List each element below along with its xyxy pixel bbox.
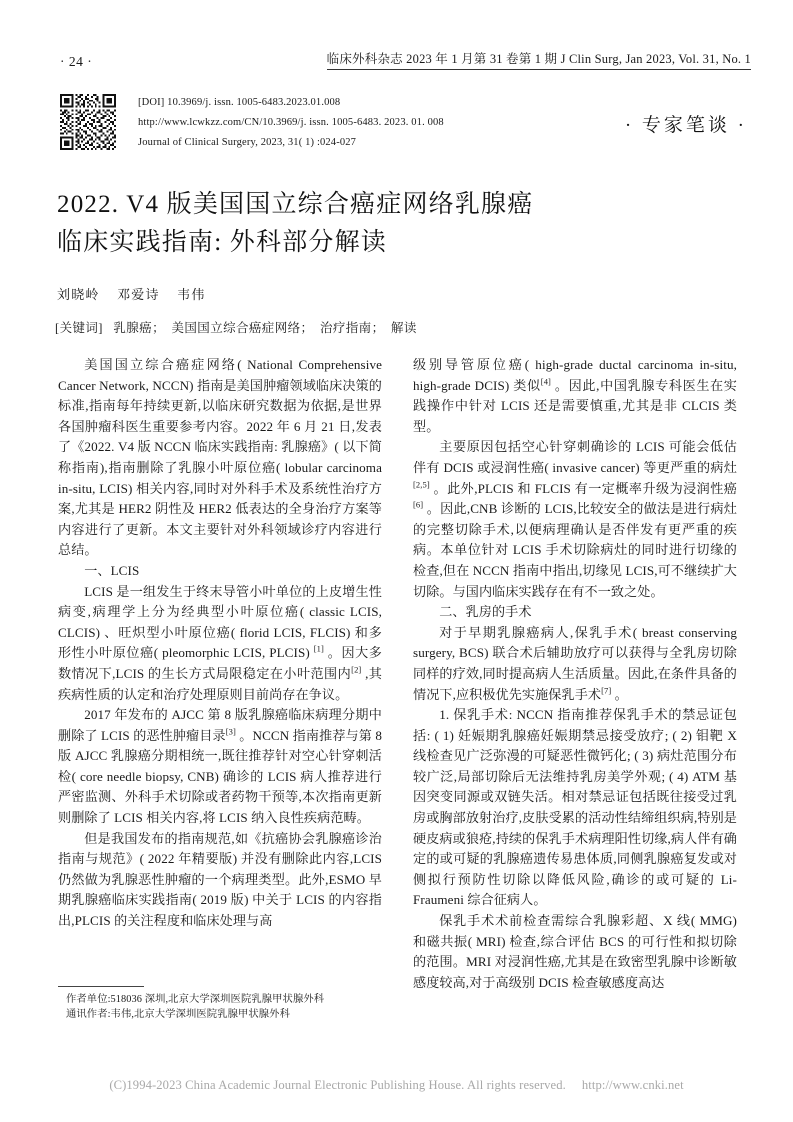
paragraph-text: 1. 保乳手术: NCCN 指南推荐保乳手术的禁忌证包括: ( 1) 妊娠期乳腺癌妊娠期禁忌接受放疗; ( 2) 钼靶 X 线检查见广泛弥漫的可疑恶性微钙化; ( 3) 病灶范围分布较广泛,局部切除后无法维持乳房美学外观; ( 4) ATM 基因突变同源或双链失活。相对禁忌证包括既往接受过乳房或胸部放射治疗,皮肤受累的活动性结缔组织病,特别是硬皮病或狼疮,持续的保乳手术病理阳性切缘,病人伴有确定的或可疑的乳腺癌遗传易患体质,同侧乳腺癌复发或对侧拟行预防性切除以降低风险,确诊的或可疑的 Li-Fraumeni 综合征病人。 xyxy=(413,707,737,908)
masthead-block xyxy=(60,94,751,156)
paragraph xyxy=(58,829,382,932)
paragraph-text: 。 xyxy=(611,686,628,702)
paragraph-text: 但是我国发布的指南规范,如《抗癌协会乳腺癌诊治指南与规范》( 2022 年精要版) 并没有删除此内容,LCIS 仍然做为乳腺恶性肿瘤的一个病理类型。此外,ESMO 早期乳腺癌临床实践指南( 2019 版) 中关于 LCIS 的内容指出,PLCIS 的关注程度和临床处理与高 xyxy=(58,830,382,929)
paragraph-text: 。NCCN 指南推荐与第 8 版 AJCC 乳腺癌分期相统一,既往推荐针对空心针穿刺活检( core needle biopsy, CNB) 确诊的 LCIS 病人推荐进行严密监测、外科手术切除或者药物干预等,本次指南更新则删除了 LCIS 相关内容,将 LCIS 纳入良性疾病范畴。 xyxy=(58,727,382,826)
paragraph-text: 级别导管原位癌( high-grade ductal carcinoma in-situ, high-grade DCIS) 类似 xyxy=(413,357,737,393)
doi-block xyxy=(138,93,444,153)
section-label: · 专家笔谈 · xyxy=(624,115,747,136)
paragraph-text: 2017 年发布的 AJCC 第 8 版乳腺癌临床病理分期中删除了 LCIS 的恶性肿瘤目录 xyxy=(58,707,382,743)
journal-citation-header: 临床外科杂志 2023 年 1 月第 31 卷第 1 期 J Clin Surg, Jan 2023, Vol. 31, No. 1 xyxy=(327,49,751,70)
paragraph xyxy=(413,705,737,911)
paragraph xyxy=(413,911,737,993)
reference-marker: [3] xyxy=(225,726,236,737)
reference-marker: [1] xyxy=(313,643,324,654)
section-heading xyxy=(413,602,737,623)
column-right xyxy=(413,355,738,990)
paragraph-text: 。此外,PLCIS 和 FLCIS 有一定概率升级为浸润性癌 xyxy=(429,480,737,496)
column-left xyxy=(58,355,382,985)
journal-reference-line: Journal of Clinical Surgery, 2023, 31( 1) :024-027 xyxy=(138,137,357,148)
paragraph xyxy=(413,623,737,705)
paragraph-text: 。因此,CNB 诊断的 LCIS,比较安全的做法是进行病灶的完整切除手术,以便病理确认是否伴发有更严重的疾病。本单位针对 LCIS 手术切除病灶的同时进行切缘的检查,但在 NCCN 指南中指出,切缘见 LCIS,可不继续扩大切除。与国内临床实践存在有不一致之处。 xyxy=(413,501,737,599)
cnki-url[interactable]: http://www.cnki.net xyxy=(581,1078,684,1092)
paragraph-text: 美国国立综合癌症网络( National Comprehensive Cancer Network, NCCN) 指南是美国肿瘤领域临床决策的标准,指南每年持续更新,以临床研究数据为依据,是世界各国肿瘤科医生重要参考内容。2022 年 6 月 21 日,发表了《2022. V4 版 NCCN 临床实践指南: 乳腺癌》( 以下简称指南),指南删除了乳腺小叶原位癌( lobular carcinoma in-situ, LCIS) 相关内容,同时对外科手术及系统性治疗方案,尤其是 HER2 阴性及 HER2 低表达的全身治疗方案等内容进行了更新。本文主要针对外科领域诊疗内容进行总结。 xyxy=(58,357,382,558)
author-name: 刘晓岭 xyxy=(57,287,100,302)
keywords-label: [关键词] xyxy=(55,321,103,335)
page-title xyxy=(57,186,733,262)
keyword-item: 美国国立综合癌症网络 ； xyxy=(172,321,314,335)
keyword-item: 乳腺癌 ； xyxy=(113,321,165,335)
page-folio: · 24 · xyxy=(60,54,93,69)
author-name: 邓爱诗 xyxy=(117,287,160,302)
paragraph-text: 保乳手术术前检查需综合乳腺彩超、X 线( MMG) 和磁共振( MRI) 检查,综合评估 BCS 的可行性和拟切除的范围。MRI 对浸润性癌,尤其是在致密型乳腺中诊断敏感度较高,对于高级别 DCIS 检查敏感度高达 xyxy=(413,913,737,990)
author-name: 韦伟 xyxy=(177,287,206,302)
paragraph-text: LCIS 是一组发生于终末导管小叶单位的上皮增生性病变,病理学上分为经典型小叶原位癌( classic LCIS, CLCIS) 、旺炽型小叶原位癌( florid LCIS, FLCIS) 和多形性小叶原位癌( pleomorphic LCIS, PLCIS) xyxy=(58,583,382,661)
journal-url-line[interactable]: http://www.lcwkzz.com/CN/10.3969/j. issn. 1005-6483. 2023. 01. 008 xyxy=(138,117,444,128)
reference-marker: [2,5] xyxy=(413,479,430,490)
paragraph xyxy=(58,705,382,829)
paragraph-text: 对于早期乳腺癌病人,保乳手术( breast conserving surgery, BCS) 联合术后辅助放疗可以获得与全乳房切除同样的疗效,同时提高病人生活质量。因此,在条件具备的情况下,应积极优先实施保乳手术 xyxy=(413,624,737,702)
doi-line: [DOI] 10.3969/j. issn. 1005-6483.2023.01.008 xyxy=(138,97,341,108)
running-header xyxy=(60,46,751,70)
cnki-copyright-bar xyxy=(0,1078,793,1093)
reference-marker: [7] xyxy=(601,685,612,696)
paragraph-text: 。因大多数情况下,LCIS 的生长方式局限稳定在小叶范围内 xyxy=(58,645,382,681)
footnote-block xyxy=(58,986,382,1022)
title-line-2: 临床实践指南: 外科部分解读 xyxy=(57,229,387,256)
reference-marker: [6] xyxy=(413,499,424,510)
paragraph-text: 主要原因包括空心针穿刺确诊的 LCIS 可能会低估伴有 DCIS 或浸润性癌( invasive cancer) 等更严重的病灶 xyxy=(413,439,737,475)
paragraph-text: 。因此,中国乳腺专科医生在实践操作中针对 LCIS 还是需要慎重,尤其是非 CLCIS 类型。 xyxy=(413,377,738,434)
section-heading-text: 二、乳房的手术 xyxy=(439,604,532,620)
reference-marker: [4] xyxy=(540,376,551,387)
paragraph xyxy=(413,437,737,602)
footnote-divider xyxy=(58,986,144,987)
keyword-item: 解读 xyxy=(391,321,417,335)
paragraph-text: ,其疾病性质的认定和治疗处理原则目前尚存在争议。 xyxy=(58,665,382,702)
copyright-text: (C)1994-2023 China Academic Journal Electronic Publishing House. All rights reserved. xyxy=(109,1078,566,1092)
paragraph xyxy=(58,582,382,706)
author-affiliation: 作者单位:518036 深圳,北京大学深圳医院乳腺甲状腺外科 xyxy=(66,994,325,1005)
paragraph xyxy=(58,355,382,561)
keyword-item: 治疗指南 ； xyxy=(320,321,385,335)
corresponding-author: 通讯作者:韦伟,北京大学深圳医院乳腺甲状腺外科 xyxy=(66,1008,290,1020)
qr-code-icon xyxy=(60,94,116,150)
title-line-1: 2022. V4 版美国国立综合癌症网络乳腺癌 xyxy=(57,191,534,218)
article-body xyxy=(58,355,738,990)
reference-marker: [2] xyxy=(351,664,362,675)
keywords-row xyxy=(55,318,733,336)
author-list xyxy=(57,284,219,303)
section-heading xyxy=(58,561,382,582)
section-heading-text: 一、LCIS xyxy=(84,562,140,578)
paragraph xyxy=(413,355,737,437)
